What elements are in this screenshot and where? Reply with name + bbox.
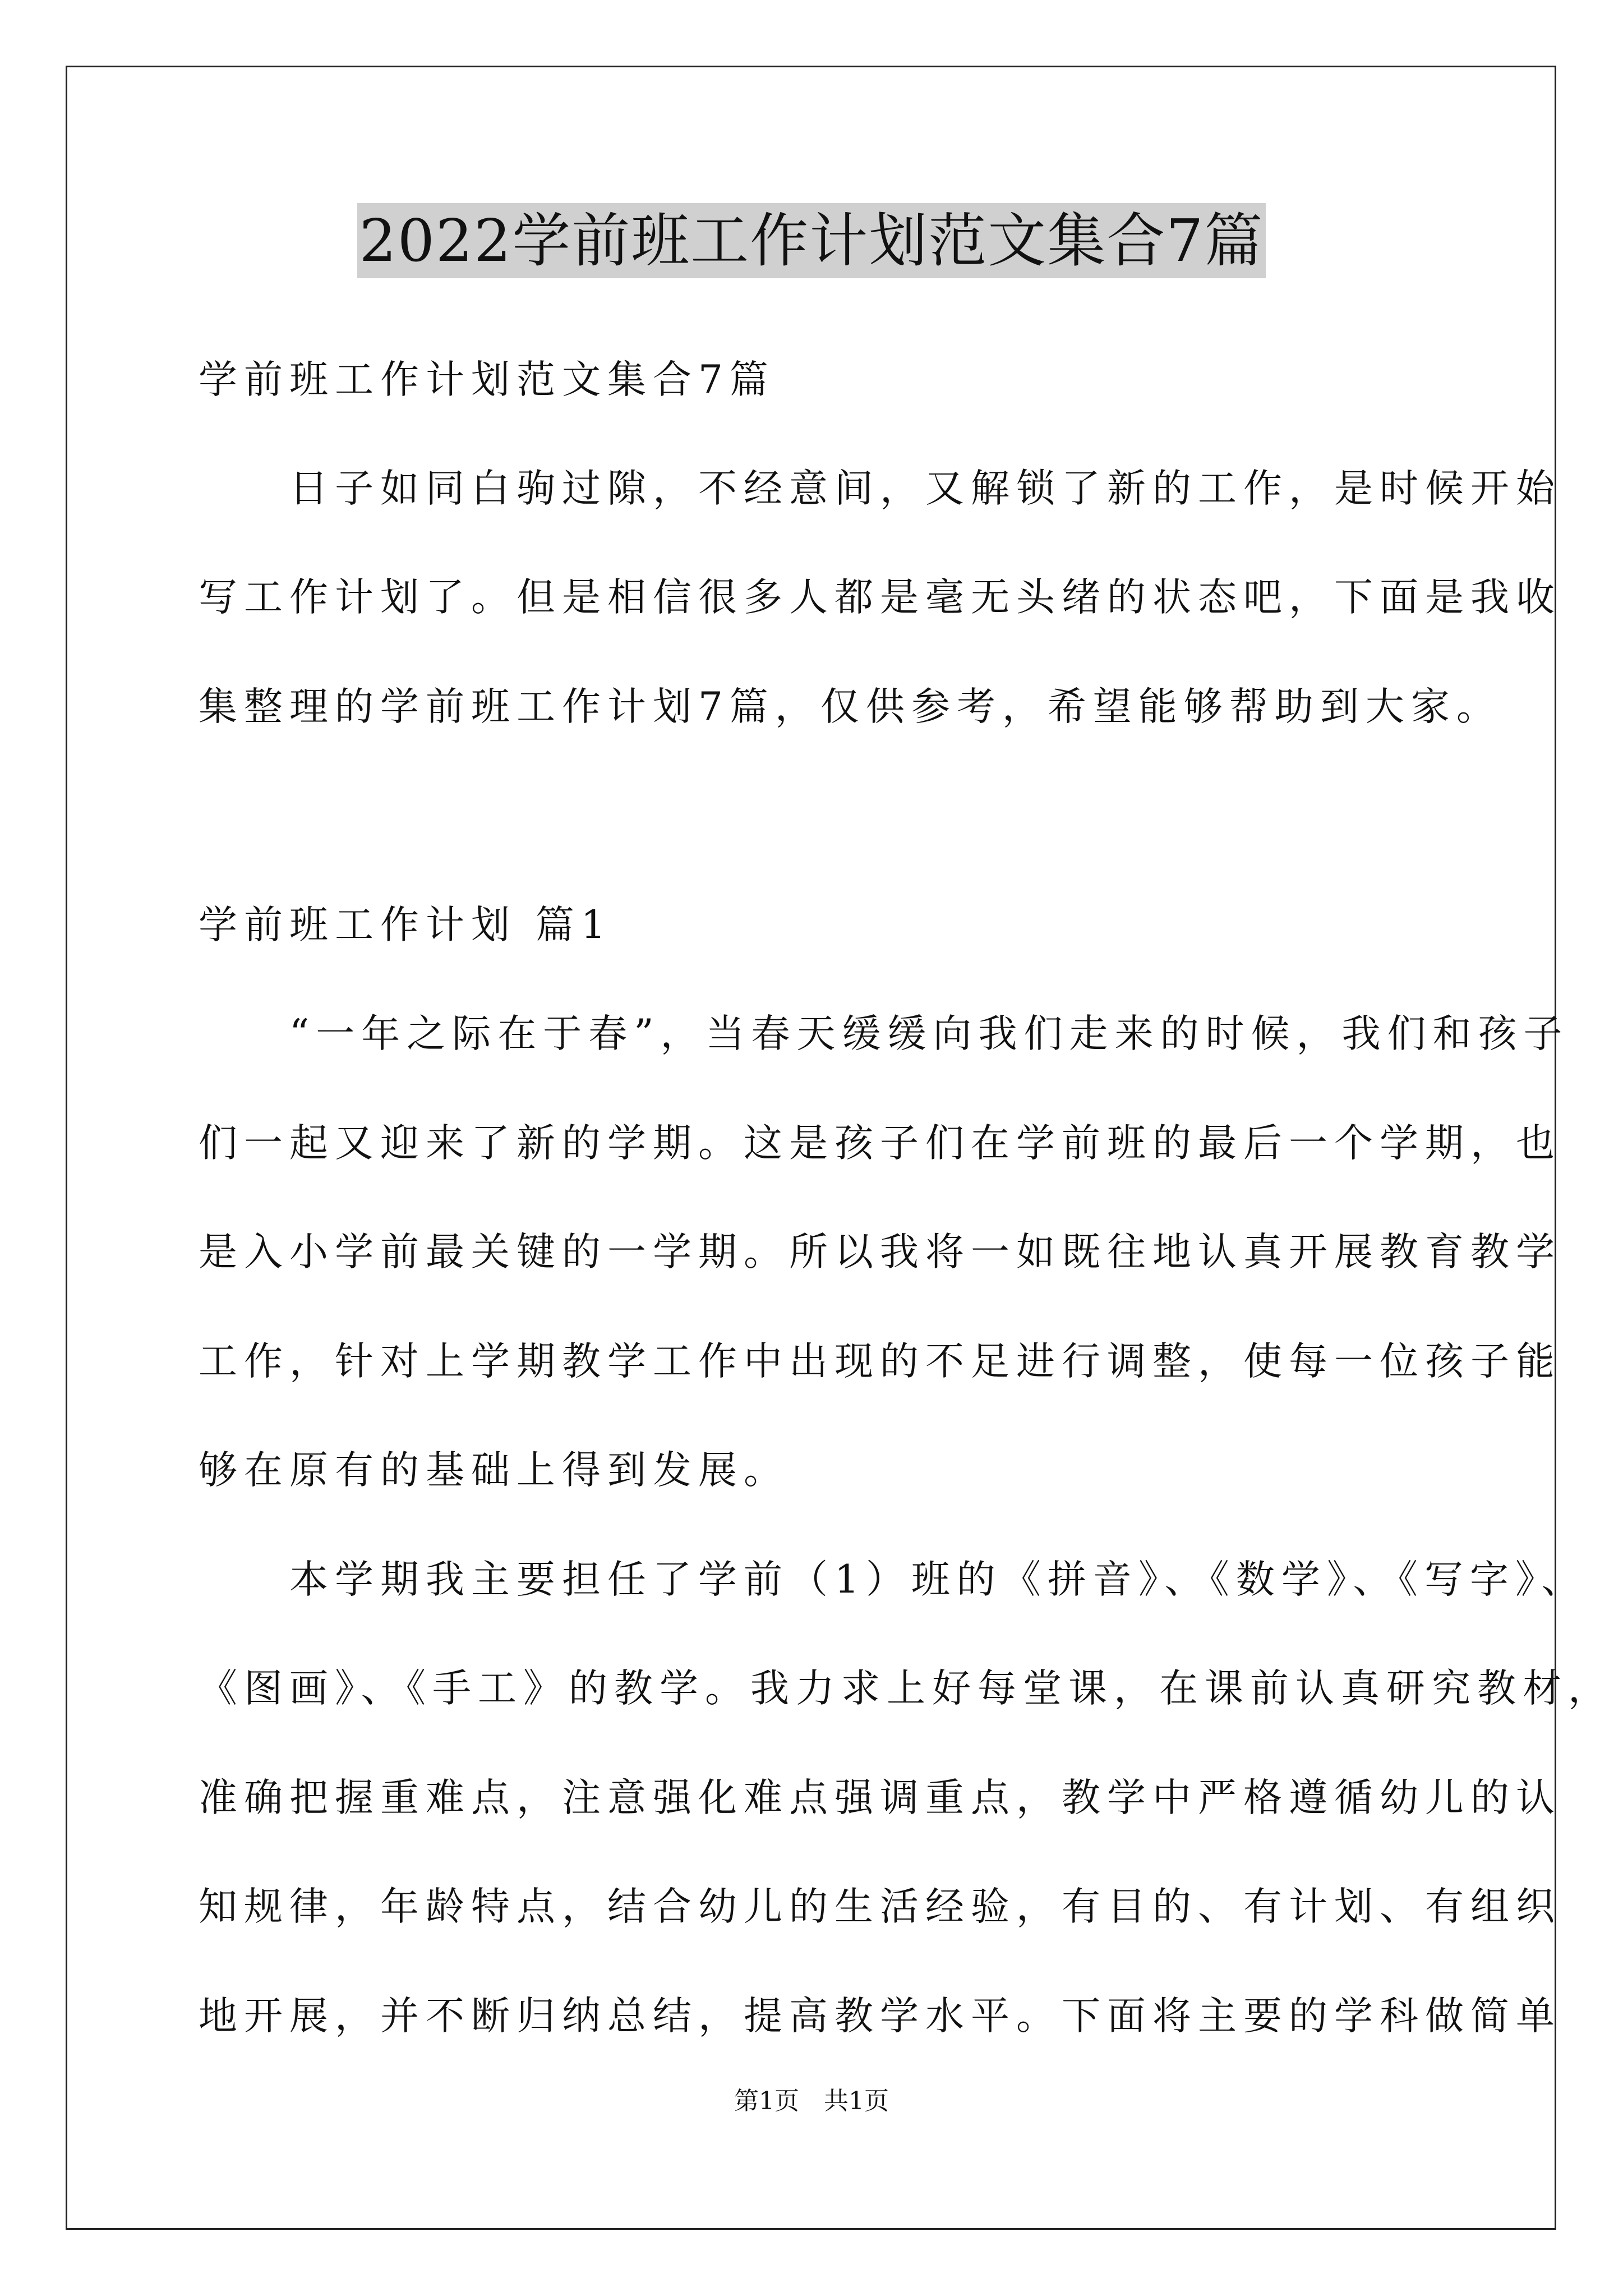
- title-container: [0, 203, 1623, 278]
- intro-line: 集整理的学前班工作计划7篇，仅供参考，希望能够帮助到大家。: [199, 684, 1502, 729]
- section-line: 地开展，并不断归纳总结，提高教学水平。下面将主要的学科做简单: [199, 1994, 1561, 2039]
- section-line: 们一起又迎来了新的学期。这是孩子们在学前班的最后一个学期，也: [199, 1121, 1561, 1166]
- section-line: 本学期我主要担任了学前（1）班的《拼音》、《数学》、《写字》、: [199, 1557, 1587, 1602]
- document-title: 2022学前班工作计划范文集合7篇: [357, 203, 1266, 278]
- section-line: “一年之际在于春”，当春天缓缓向我们走来的时候，我们和孩子: [199, 1011, 1569, 1056]
- section-line: 工作，针对上学期教学工作中出现的不足进行调整，使每一位孩子能: [199, 1339, 1561, 1384]
- section-line: 知规律，年龄特点，结合幼儿的生活经验，有目的、有计划、有组织: [199, 1884, 1561, 1929]
- section-line: 《图画》、《手工》的教学。我力求上好每堂课，在课前认真研究教材，: [199, 1666, 1613, 1711]
- intro-line: 日子如同白驹过隙，不经意间，又解锁了新的工作，是时候开始: [199, 466, 1561, 511]
- section-line: 准确把握重难点，注意强化难点强调重点，教学中严格遵循幼儿的认: [199, 1775, 1561, 1820]
- section-line: 是入小学前最关键的一学期。所以我将一如既往地认真开展教育教学: [199, 1230, 1561, 1274]
- document-subtitle: 学前班工作计划范文集合7篇: [199, 357, 775, 402]
- section-line: 够在原有的基础上得到发展。: [199, 1448, 789, 1493]
- page-footer: 第1页 共1页: [734, 2087, 889, 2115]
- section-heading: 学前班工作计划 篇1: [199, 903, 612, 947]
- intro-line: 写工作计划了。但是相信很多人都是毫无头绪的状态吧，下面是我收: [199, 575, 1561, 620]
